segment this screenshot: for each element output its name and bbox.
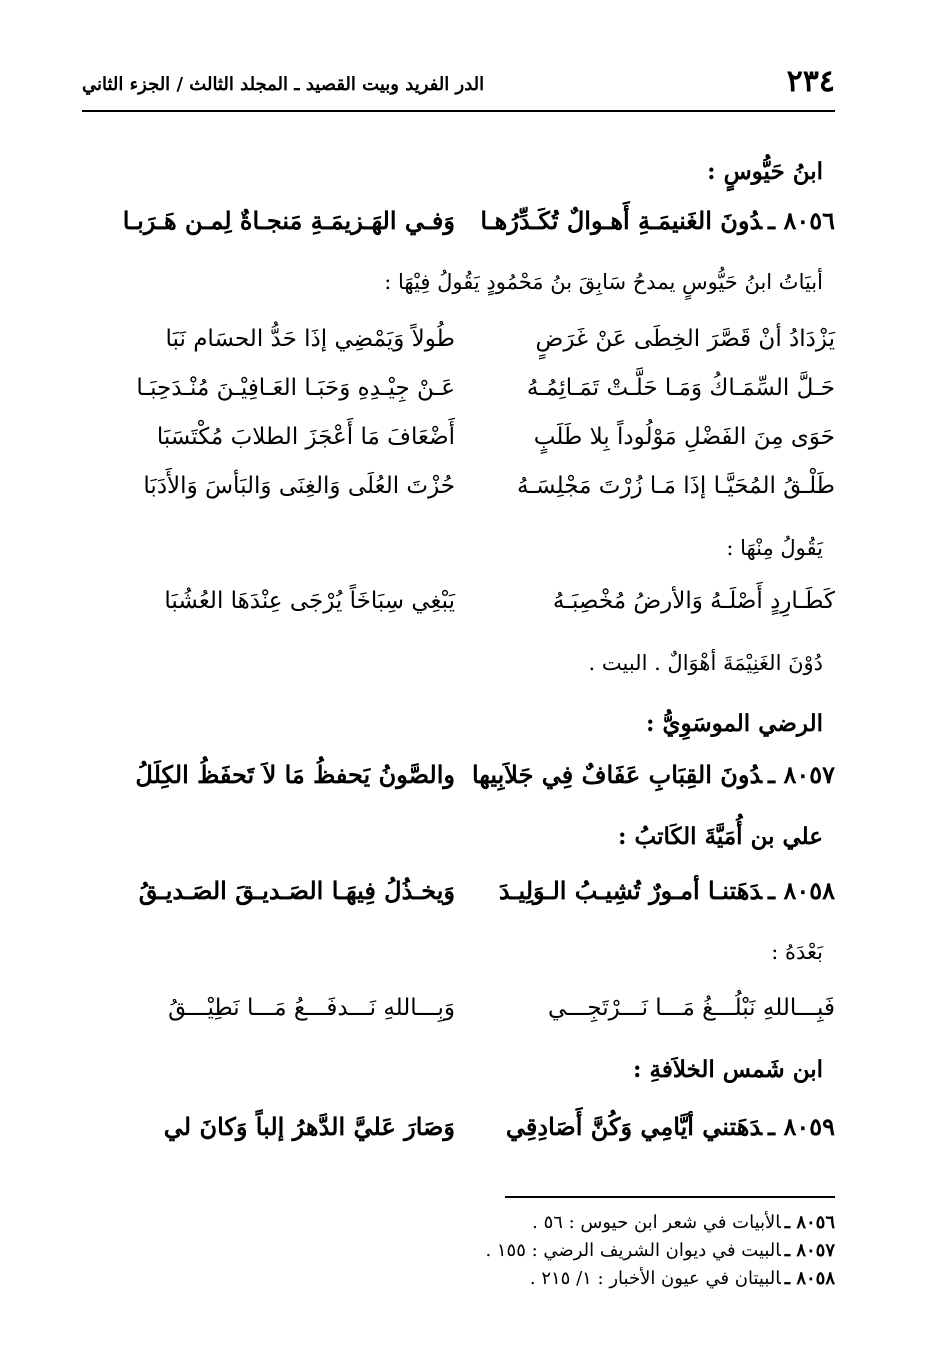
- hemistich-second: وَيخـذُلُ فِيهَـا الصَـديـقَ الصَـديـقُ: [138, 876, 455, 905]
- hemistich-first: يَزْدَادُ أنْ قَصَّرَ الخِطَى عَنْ غَرَضٍ: [535, 326, 835, 352]
- prose-line: [110, 643, 835, 693]
- verse: [110, 416, 835, 466]
- hemistich-second: عَـنْ جِيْـدِهِ وَحَبَـا العَـافِيْـنَ مُنْـدَحِبَـا: [136, 375, 455, 401]
- prose-text: بَعْدَهُ :: [771, 940, 823, 964]
- running-title: الدر الفريد وبيت القصيد ـ المجلد الثالث / الجزء الثاني: [82, 74, 485, 95]
- hemistich-second: أَضْعَافَ مَا أَعْجَزَ الطلابَ مُكْتَسَبَا: [156, 424, 455, 450]
- hemistich-first: ٨٠٥٧ ـدُونَ القِبَابِ عَفَافٌ فِي جَلاَبِيها: [471, 760, 835, 789]
- hemistich-first: ٨٠٥٩ ـدَهَتني أيَّامِي وَكُنَّ أَصَادِقِي: [505, 1112, 835, 1141]
- footnote-text: البيتان في عيون الأخبار : ١/ ٢١٥ .: [529, 1268, 781, 1289]
- prose-text: يَقُولُ مِنْهَا :: [726, 536, 823, 560]
- poet-label: [110, 702, 835, 752]
- hemistich-first: كَطَـارِدٍ أَصْلَـهُ وَالأرضُ مُخْصِبَـهُ: [552, 588, 835, 614]
- hemistich-first: ٨٠٥٨ ـدَهَتنـا أمـورٌ تُشِيـبُ الـوَلِيـدَ: [498, 876, 835, 905]
- page-header: [82, 62, 835, 102]
- hemistich-second: يَبْغِي سِبَاخَاً يُرْجَى عِنْدَهَا العُشُبَا: [164, 588, 455, 614]
- verse: [110, 580, 835, 630]
- footnote-rule: [505, 1196, 835, 1198]
- hemistich-first: فَبِـــاللهِ نَبْلُـــغُ مَـــا نَـــرْتَجِـــي: [548, 995, 835, 1021]
- verse-number: ٨٠٥٦ ـ: [768, 206, 835, 235]
- footnote: [530, 1268, 835, 1289]
- prose-line: [110, 528, 835, 578]
- poet-name: ابنُ حَيُّوسٍ :: [707, 158, 823, 185]
- verse: [110, 318, 835, 368]
- prose-line: [110, 932, 835, 982]
- verse-8057: [110, 752, 835, 802]
- poet-name: ابن شَمس الخلاَفةِ :: [633, 1056, 823, 1083]
- footnote-number: ٨٠٥٧ ـ: [784, 1240, 835, 1261]
- footnote-number: ٨٠٥٨ ـ: [784, 1268, 835, 1289]
- verse-number: ٨٠٥٩ ـ: [768, 1112, 835, 1141]
- footnote: [485, 1240, 835, 1261]
- hemistich-first: حَـلَّ السِّمَـاكُ وَمَـا حَلَّـتْ تَمَـائِمُـهُ: [526, 375, 835, 401]
- verse: [110, 465, 835, 515]
- verse-number: ٨٠٥٧ ـ: [768, 760, 835, 789]
- hemistich-second: وَفـي الهَـزيمَـةِ مَنجـاةٌ لِمـن هَـرَبـا: [122, 206, 455, 235]
- verse-8058: [110, 868, 835, 918]
- verse-8056: [110, 198, 835, 248]
- prose-line: [110, 262, 835, 312]
- header-rule: [82, 110, 835, 112]
- hemistich-first: حَوَى مِنَ الفَضْلِ مَوْلُوداً بِلا طَلَبٍ: [533, 424, 835, 450]
- hemistich-second: والصَّونُ يَحفظُ مَا لاَ تَحفَظُ الكِلَلُ: [135, 760, 455, 789]
- verse-number: ٨٠٥٨ ـ: [768, 876, 835, 905]
- verse: [110, 987, 835, 1037]
- hemistich-second: وَبِـــاللهِ نَـــدفَـــعُ مَـــا نَطِيْـــقُ: [168, 995, 455, 1021]
- hemistich-second: وَصَارَ عَليَّ الدَّهرُ إلباً وَكانَ لي: [163, 1112, 455, 1141]
- hemistich-second: حُزْتَ العُلَى وَالغِنَى وَالبَأسَ وَالأَدَبَا: [143, 473, 455, 499]
- prose-text: دُوْنَ الغَنِيْمَةَ أهْوَالٌ . البيت .: [588, 651, 823, 675]
- poet-name: الرضي الموسَوِيُّ :: [645, 710, 823, 737]
- poet-name: علي بن أُمَيَّةَ الكَاتبُ :: [617, 823, 823, 850]
- hemistich-first: طَلْـقُ المُحَيَّـا إذَا مَـا زُرْتَ مَجْلِسَـهُ: [517, 473, 835, 499]
- hemistich-second: طُولاً وَيَمْضِي إذَا حَدُّ الحسَام نَبَا: [165, 326, 455, 352]
- footnote-number: ٨٠٥٦ ـ: [784, 1212, 835, 1233]
- verse-8059: [110, 1104, 835, 1154]
- footnote: [532, 1212, 835, 1233]
- footnote-text: البيت في ديوان الشريف الرضي : ١٥٥ .: [485, 1240, 781, 1261]
- poet-label: [110, 150, 835, 200]
- verse: [110, 367, 835, 417]
- footnote-text: الأبيات في شعر ابن حيوس : ٥٦ .: [532, 1212, 781, 1233]
- poet-label: [110, 815, 835, 865]
- prose-text: أبيَاتُ ابنُ حَيُّوسٍ يمدحُ سَابِقَ بنُ مَحْمُودٍ يَقُولُ فِيْهَا :: [384, 270, 823, 294]
- page-number: ٢٣٤: [786, 64, 835, 99]
- hemistich-first: ٨٠٥٦ ـدُونَ الغَنيمَـةِ أَهـوالٌ تُكَـدِّرُهـا: [480, 206, 835, 235]
- poet-label: [110, 1048, 835, 1098]
